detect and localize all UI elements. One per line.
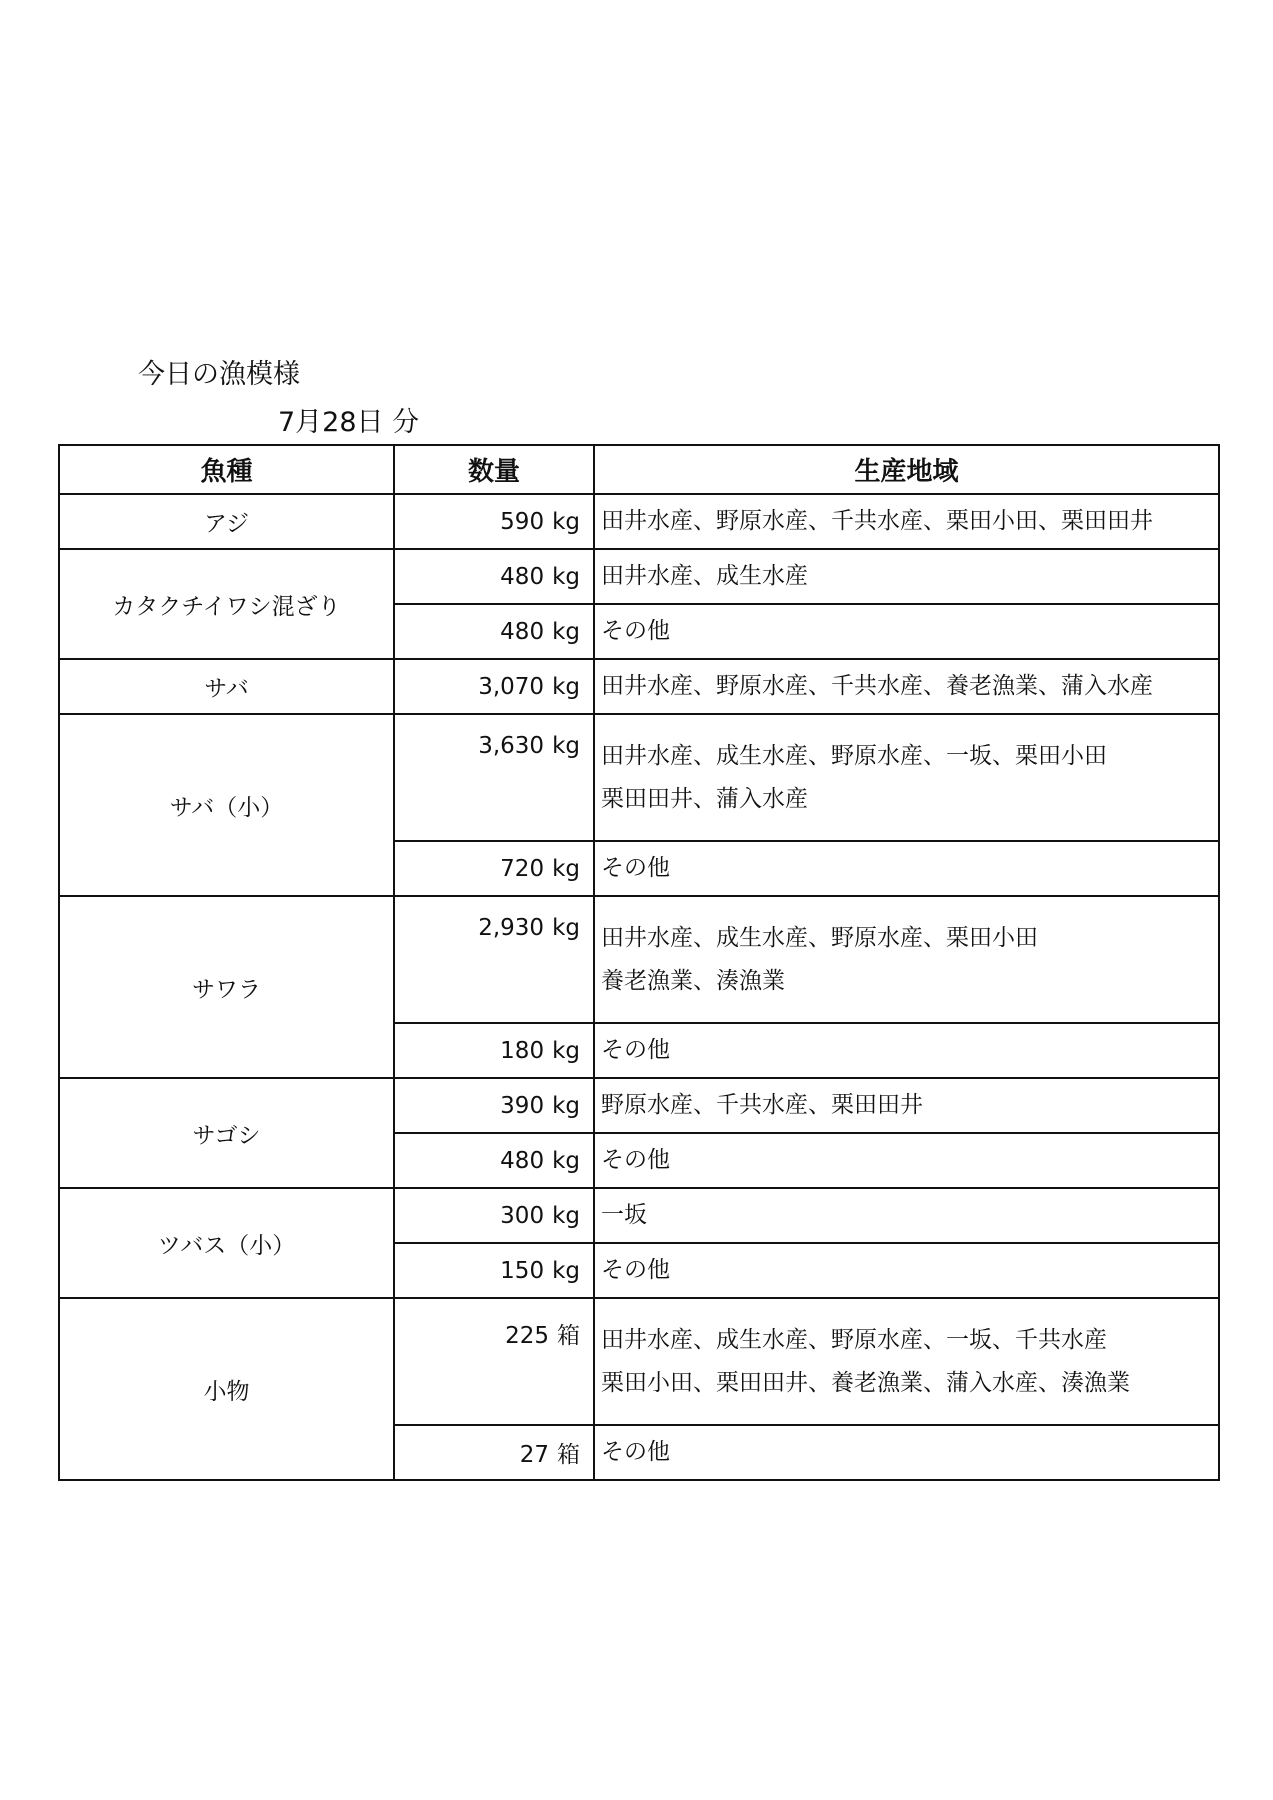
fish-name-cell: サバ（小） xyxy=(59,714,394,896)
fish-name-cell: カタクチイワシ混ざり xyxy=(59,549,394,659)
area-line: 栗田田井、蒲入水産 xyxy=(601,785,808,812)
table-row xyxy=(59,659,1219,714)
table-row xyxy=(59,896,1219,1023)
quantity-unit: kg xyxy=(552,673,580,700)
quantity-unit: 箱 xyxy=(557,1323,580,1349)
area-cell xyxy=(594,1188,1219,1243)
area-line: その他 xyxy=(601,855,670,881)
area-line: 栗田小田、栗田田井、養老漁業、蒲入水産、湊漁業 xyxy=(601,1369,1130,1396)
area-line: 田井水産、野原水産、千共水産、養老漁業、蒲入水産 xyxy=(601,673,1153,699)
quantity-amount: 720 xyxy=(500,855,545,882)
header-quantity: 数量 xyxy=(394,445,594,494)
header-row xyxy=(59,445,1219,494)
area-cell xyxy=(594,1133,1219,1188)
area-line: 養老漁業、湊漁業 xyxy=(601,967,785,994)
table-body xyxy=(59,494,1219,1480)
quantity-amount: 2,930 xyxy=(478,915,545,941)
fish-name-cell: アジ xyxy=(59,494,394,549)
area-cell xyxy=(594,1243,1219,1298)
quantity-unit: kg xyxy=(552,618,580,645)
area-line: 田井水産、成生水産、野原水産、一坂、千共水産 xyxy=(601,1326,1107,1353)
area-line: 一坂 xyxy=(601,1202,647,1228)
quantity-amount: 180 xyxy=(500,1037,545,1064)
header-fish: 魚種 xyxy=(59,445,394,494)
quantity-cell xyxy=(394,896,594,1023)
quantity-amount: 480 xyxy=(500,1147,545,1174)
area-line: 田井水産、野原水産、千共水産、栗田小田、栗田田井 xyxy=(601,508,1153,534)
quantity-cell xyxy=(394,604,594,659)
fish-name-cell: ツバス（小） xyxy=(59,1188,394,1298)
quantity-unit: kg xyxy=(552,1257,580,1284)
quantity-cell xyxy=(394,841,594,896)
area-cell xyxy=(594,1023,1219,1078)
quantity-unit: kg xyxy=(552,508,580,535)
quantity-cell xyxy=(394,1133,594,1188)
quantity-unit: kg xyxy=(552,1202,580,1229)
table-row xyxy=(59,1298,1219,1425)
table-row xyxy=(59,1188,1219,1243)
fish-name-cell: サバ xyxy=(59,659,394,714)
area-line: その他 xyxy=(601,1037,670,1063)
quantity-cell xyxy=(394,1298,594,1425)
area-line: 野原水産、千共水産、栗田田井 xyxy=(601,1092,923,1118)
quantity-unit: kg xyxy=(552,1092,580,1119)
quantity-unit: kg xyxy=(552,1147,580,1174)
quantity-amount: 590 xyxy=(500,508,545,535)
quantity-unit: 箱 xyxy=(557,1442,580,1468)
table-row xyxy=(59,1078,1219,1133)
quantity-cell xyxy=(394,1243,594,1298)
area-cell xyxy=(594,714,1219,841)
area-line: 田井水産、成生水産 xyxy=(601,563,808,589)
quantity-amount: 480 xyxy=(500,563,545,590)
quantity-unit: kg xyxy=(552,855,580,882)
quantity-cell xyxy=(394,714,594,841)
quantity-amount: 390 xyxy=(500,1092,545,1119)
area-line: その他 xyxy=(601,1147,670,1173)
quantity-amount: 480 xyxy=(500,618,545,645)
quantity-amount: 225 xyxy=(505,1323,549,1349)
quantity-unit: kg xyxy=(552,915,580,941)
header-area: 生産地域 xyxy=(594,445,1219,494)
area-cell xyxy=(594,841,1219,896)
area-cell xyxy=(594,549,1219,604)
area-cell xyxy=(594,1078,1219,1133)
quantity-unit: kg xyxy=(552,563,580,590)
fish-name-cell: 小物 xyxy=(59,1298,394,1480)
area-cell xyxy=(594,1298,1219,1425)
quantity-amount: 3,630 xyxy=(478,733,545,759)
catch-table xyxy=(58,444,1220,1481)
quantity-cell xyxy=(394,659,594,714)
quantity-amount: 300 xyxy=(500,1202,545,1229)
quantity-cell xyxy=(394,1188,594,1243)
quantity-amount: 3,070 xyxy=(478,673,545,700)
page-title: 今日の漁模様 xyxy=(138,359,300,390)
area-cell xyxy=(594,604,1219,659)
report-date: 7月28日 分 xyxy=(278,407,420,438)
quantity-amount: 150 xyxy=(500,1257,545,1284)
quantity-cell xyxy=(394,1078,594,1133)
area-line: その他 xyxy=(601,1439,670,1465)
area-line: 田井水産、成生水産、野原水産、一坂、栗田小田 xyxy=(601,742,1107,769)
quantity-amount: 27 xyxy=(519,1442,549,1468)
area-cell xyxy=(594,1425,1219,1480)
area-line: 田井水産、成生水産、野原水産、栗田小田 xyxy=(601,924,1038,951)
area-cell xyxy=(594,896,1219,1023)
table-row xyxy=(59,494,1219,549)
fish-name-cell: サゴシ xyxy=(59,1078,394,1188)
quantity-cell xyxy=(394,1023,594,1078)
area-line: その他 xyxy=(601,1257,670,1283)
quantity-cell xyxy=(394,549,594,604)
area-cell xyxy=(594,659,1219,714)
quantity-unit: kg xyxy=(552,1037,580,1064)
table-row xyxy=(59,714,1219,841)
quantity-unit: kg xyxy=(552,733,580,759)
quantity-cell xyxy=(394,1425,594,1480)
quantity-cell xyxy=(394,494,594,549)
area-line: その他 xyxy=(601,618,670,644)
area-cell xyxy=(594,494,1219,549)
table-row xyxy=(59,549,1219,604)
fish-name-cell: サワラ xyxy=(59,896,394,1078)
